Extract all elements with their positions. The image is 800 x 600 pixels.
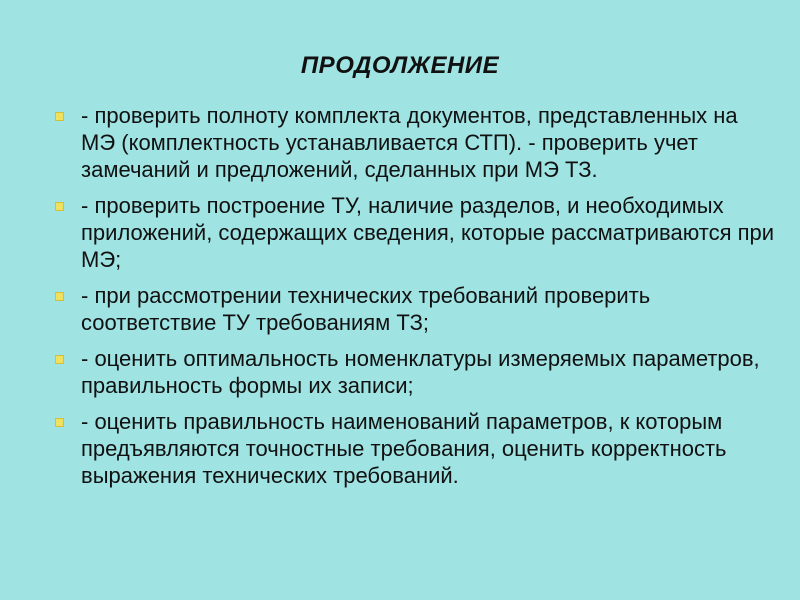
list-item-text: - проверить полноту комплекта документов, представленных на МЭ (комплектность устанавливается СТП). - проверить учет замечаний и предложений, сделанных при МЭ ТЗ. <box>81 103 738 182</box>
bullet-icon <box>55 202 64 211</box>
list-item-text: - при рассмотрении технических требований проверить соответствие ТУ требованиям ТЗ; <box>81 283 651 335</box>
list-item <box>55 102 775 183</box>
list-item <box>55 282 775 336</box>
list-item <box>55 408 775 489</box>
list-item <box>55 345 775 399</box>
bullet-list <box>55 102 775 498</box>
list-item <box>55 192 775 273</box>
bullet-icon <box>55 292 64 301</box>
bullet-icon <box>55 418 64 427</box>
bullet-icon <box>55 112 64 121</box>
list-item-text: - проверить построение ТУ, наличие разделов, и необходимых приложений, содержащих сведения, которые рассматриваются при МЭ; <box>81 193 775 272</box>
list-item-text: - оценить оптимальность номенклатуры измеряемых параметров, правильность формы их записи; <box>81 346 760 398</box>
list-item-text: - оценить правильность наименований параметров, к которым предъявляются точностные требования, оценить корректность выражения технических требований. <box>81 409 727 488</box>
bullet-icon <box>55 355 64 364</box>
slide-title: ПРОДОЛЖЕНИЕ <box>300 52 500 79</box>
